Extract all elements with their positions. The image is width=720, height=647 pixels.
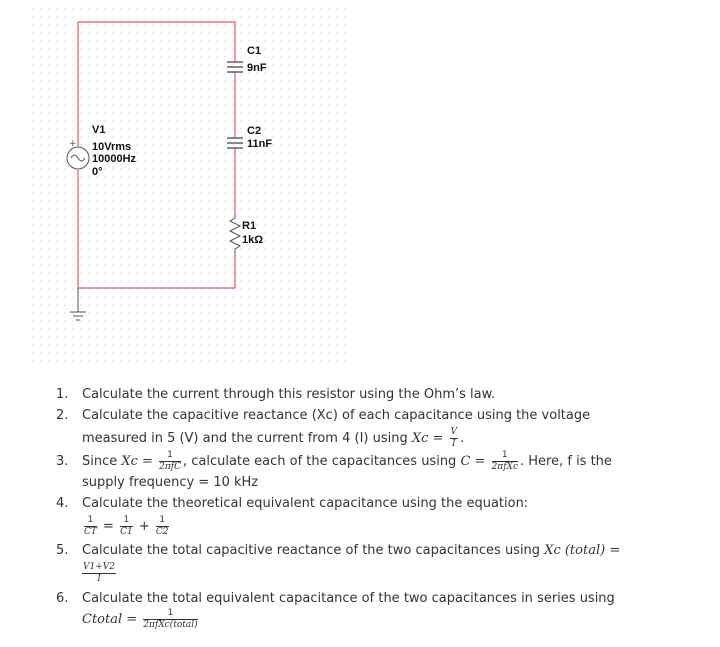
question-text: Calculate the theoretical equivalent capacitance using the equation: [82, 496, 529, 511]
formula-xc: Xc = [121, 454, 153, 469]
c1-value: 9nF [247, 62, 267, 74]
fraction-1-over-2pifc: $\frac{1}{\text{2πfC}}$ [159, 450, 181, 472]
question-number: 2. [56, 408, 69, 423]
question-text-line2: supply frequency = 10 kHz [82, 475, 259, 490]
question-text: Calculate the total equivalent capacitance of the two capacitances in series using [82, 591, 615, 606]
question-text: Calculate the total capacitive reactance of the two capacitances using [82, 543, 545, 558]
v1-phase: 0° [92, 166, 103, 178]
formula-xc-total: Xc (total) = [544, 543, 621, 558]
formula-xc: Xc = [411, 431, 444, 446]
fraction-1-over-2pifxc: $\frac{1}{\text{2πfXc}}$ [491, 450, 518, 472]
question-list [52, 384, 712, 630]
r1-name: R1 [242, 220, 257, 232]
equation-ctotal: Ctotal = $\frac{1}{\text{2πfXc(total)}}$ [82, 608, 198, 630]
question-3 [52, 451, 712, 493]
circuit-schematic [0, 0, 360, 375]
fraction-v-over-i: $\frac{V}{I}$ [450, 427, 458, 449]
question-4 [52, 493, 712, 540]
question-text-cont: , calculate each of the capacitances using [182, 454, 461, 469]
equation-series-capacitance: $\frac{1}{CT}$ = $\frac{1}{C1}$ + $\frac{1}{C2}$ [84, 515, 169, 537]
fraction-v1v2-over-i: $\frac{V1+V2}{I}$ [83, 562, 115, 584]
question-6 [52, 588, 712, 630]
question-5 [52, 540, 712, 584]
question-text: Calculate the capacitive reactance (Xc) of each capacitance using the voltage [82, 408, 591, 423]
question-text: Since [82, 454, 122, 469]
question-2: 2. Calculate the capacitive reactance (Xc) of each capacitance using the voltage measured in 5 (V) and the current from 4 (I) using Xc = $\frac{V}{I}$ . [52, 405, 712, 449]
question-1 [52, 384, 712, 405]
question-number: 5. [56, 543, 69, 558]
v1-frequency: 10000Hz [92, 153, 137, 165]
question-text: Calculate the current through this resistor using the Ohm’s law. [82, 387, 496, 402]
c2-name: C2 [247, 125, 262, 137]
v1-voltage: 10Vrms [92, 141, 132, 153]
r1-value: 1kΩ [242, 234, 264, 246]
question-number: 6. [56, 591, 69, 606]
c1-name: C1 [247, 45, 262, 57]
c2-value: 11nF [247, 138, 273, 150]
question-number: 3. [56, 454, 69, 469]
svg-text:+: + [69, 139, 77, 149]
question-text-cont: measured in 5 (V) and the current from 4 (I) using [82, 431, 412, 446]
question-text-end: . Here, f is the [520, 454, 612, 469]
question-number: 1. [56, 387, 69, 402]
v1-name: V1 [92, 124, 106, 136]
question-number: 4. [56, 496, 69, 511]
formula-c: C = [460, 454, 486, 469]
